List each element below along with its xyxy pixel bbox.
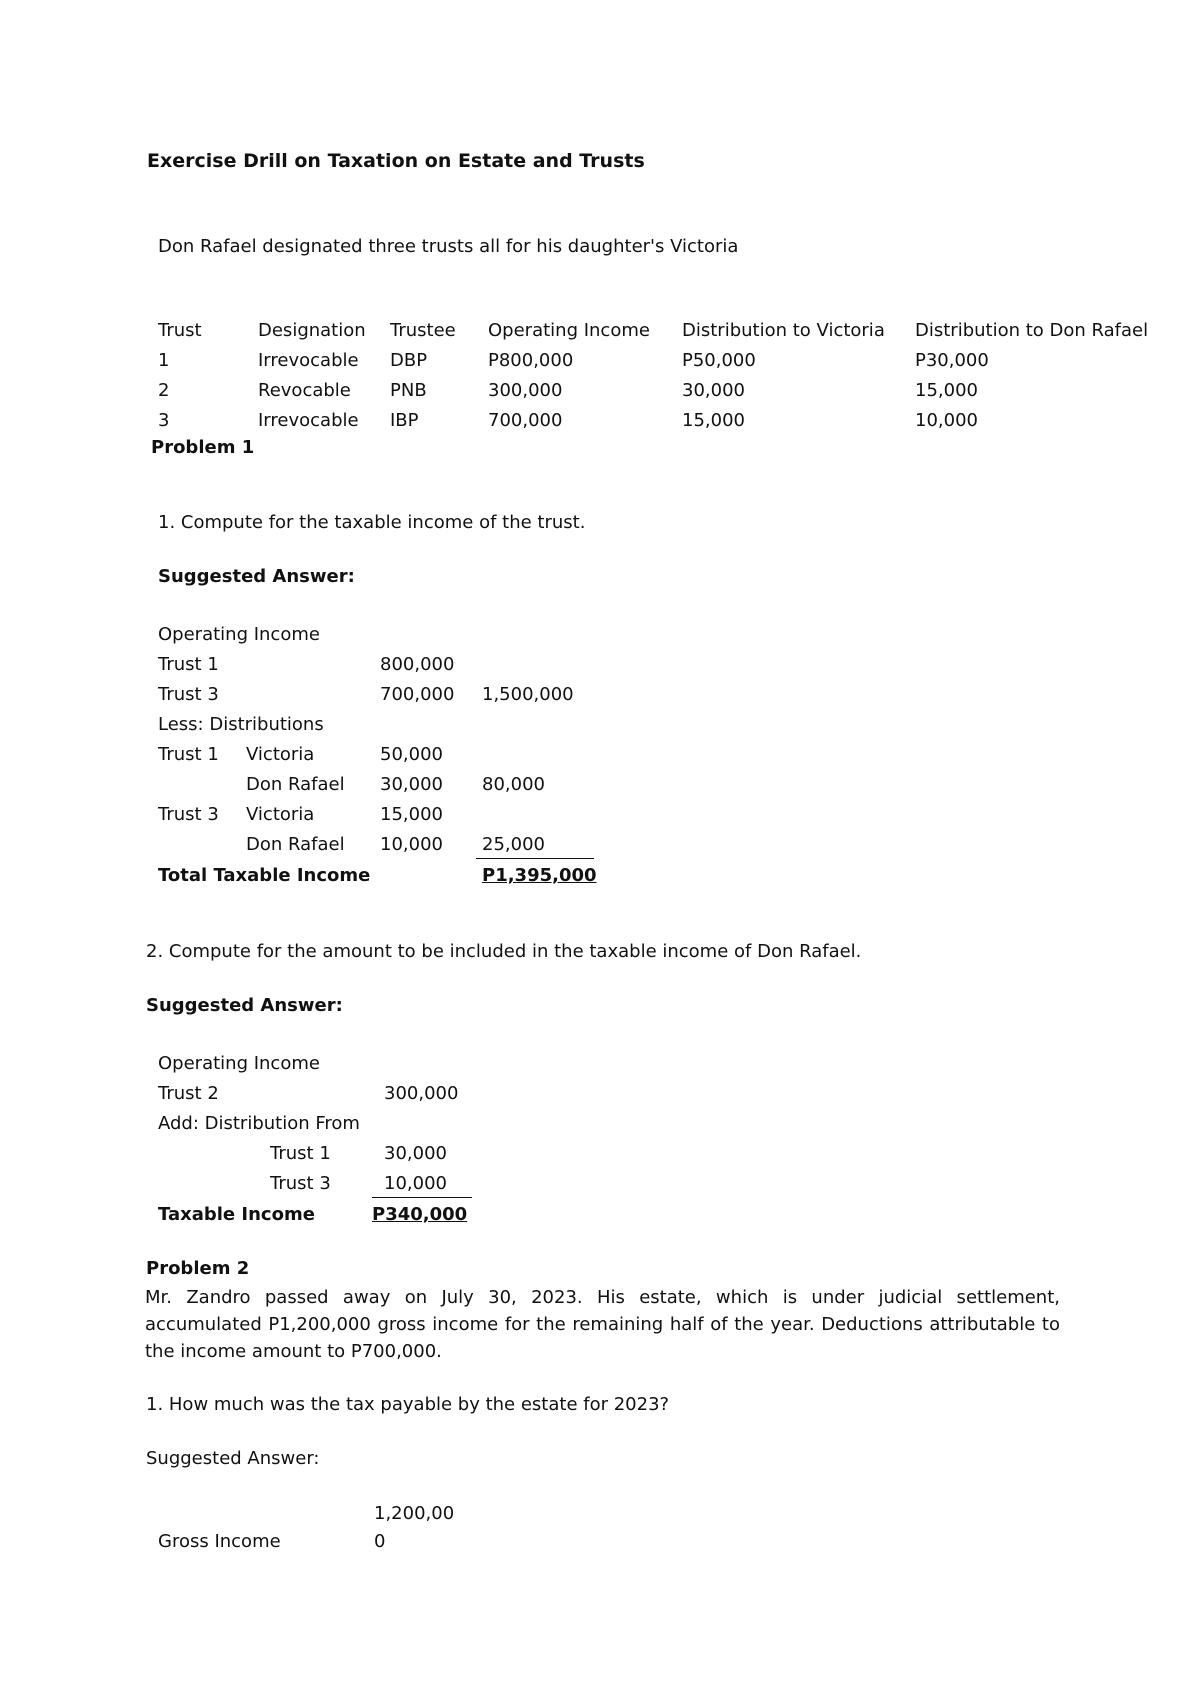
add-distribution-label: Add: Distribution From <box>158 1113 360 1134</box>
intro-text: Don Rafael designated three trusts all for his daughter's Victoria <box>158 236 739 257</box>
operating-income-total: 1,500,000 <box>482 684 574 705</box>
dist-trust3-label: Trust 3 <box>158 804 219 825</box>
cell-trust: 1 <box>158 350 170 371</box>
cell-operating-income: P800,000 <box>488 350 574 371</box>
less-distributions-label: Less: Distributions <box>158 714 324 735</box>
header-operating-income: Operating Income <box>488 320 650 341</box>
trust2-value: 300,000 <box>384 1083 459 1104</box>
cell-distribution-don-rafael: P30,000 <box>915 350 989 371</box>
dist-trust1-donrafael-value: 30,000 <box>380 774 443 795</box>
dist-trust1-label: Trust 1 <box>158 744 219 765</box>
taxable-income-value: P340,000 <box>372 1204 468 1225</box>
dist-trust3-donrafael-label: Don Rafael <box>246 834 345 855</box>
operating-income-label: Operating Income <box>158 624 320 645</box>
cell-trustee: PNB <box>390 380 427 401</box>
cell-designation: Revocable <box>258 380 351 401</box>
gross-income-value-line2: 0 <box>374 1531 386 1552</box>
subtotal-rule <box>476 858 594 859</box>
trust2-label: Trust 2 <box>158 1083 219 1104</box>
problem1-question1: 1. Compute for the taxable income of the trust. <box>158 512 586 533</box>
cell-distribution-don-rafael: 15,000 <box>915 380 978 401</box>
problem2-paragraph-line: accumulated P1,200,000 gross income for the remaining half of the year. Deductions attributable to <box>145 1314 1060 1335</box>
gross-income-label: Gross Income <box>158 1531 281 1552</box>
header-distribution-don-rafael: Distribution to Don Rafael <box>915 320 1149 341</box>
dist-trust1-total: 80,000 <box>482 774 545 795</box>
problem2-question1: 1. How much was the tax payable by the estate for 2023? <box>146 1394 670 1415</box>
suggested-answer-label: Suggested Answer: <box>146 1448 320 1469</box>
dist-trust3-donrafael-value: 10,000 <box>380 834 443 855</box>
problem1-heading: Problem 1 <box>151 437 255 458</box>
header-trust: Trust <box>158 320 202 341</box>
suggested-answer-label: Suggested Answer: <box>158 566 355 587</box>
header-distribution-victoria: Distribution to Victoria <box>682 320 885 341</box>
total-taxable-income-label: Total Taxable Income <box>158 865 371 886</box>
document-title: Exercise Drill on Taxation on Estate and Trusts <box>147 150 645 172</box>
dist-trust1-victoria-value: 50,000 <box>380 744 443 765</box>
trust3-label: Trust 3 <box>158 684 219 705</box>
cell-distribution-victoria: 15,000 <box>682 410 745 431</box>
gross-income-value-line1: 1,200,00 <box>374 1503 455 1524</box>
dist-trust1-victoria-label: Victoria <box>246 744 315 765</box>
trust1-label: Trust 1 <box>158 654 219 675</box>
cell-distribution-victoria: 30,000 <box>682 380 745 401</box>
dist-trust3-victoria-value: 15,000 <box>380 804 443 825</box>
suggested-answer-label: Suggested Answer: <box>146 995 343 1016</box>
header-designation: Designation <box>258 320 366 341</box>
dist-trust3-victoria-label: Victoria <box>246 804 315 825</box>
taxable-income-label: Taxable Income <box>158 1204 315 1225</box>
dist-trust1-donrafael-label: Don Rafael <box>246 774 345 795</box>
operating-income-label: Operating Income <box>158 1053 320 1074</box>
from-trust3-value: 10,000 <box>384 1173 447 1194</box>
trust1-value: 800,000 <box>380 654 455 675</box>
trust3-value: 700,000 <box>380 684 455 705</box>
cell-designation: Irrevocable <box>258 410 359 431</box>
problem2-paragraph-line: Mr. Zandro passed away on July 30, 2023. His estate, which is under judicial settlement, <box>145 1287 1060 1308</box>
cell-operating-income: 300,000 <box>488 380 563 401</box>
problem2-paragraph <box>145 1284 1060 1365</box>
problem2-heading: Problem 2 <box>146 1258 250 1279</box>
cell-trust: 3 <box>158 410 170 431</box>
cell-trustee: DBP <box>390 350 428 371</box>
subtotal-rule <box>372 1197 472 1198</box>
from-trust1-value: 30,000 <box>384 1143 447 1164</box>
total-taxable-income-value: P1,395,000 <box>482 865 597 886</box>
cell-operating-income: 700,000 <box>488 410 563 431</box>
cell-trustee: IBP <box>390 410 419 431</box>
problem2-paragraph-line: the income amount to P700,000. <box>145 1341 442 1362</box>
header-trustee: Trustee <box>390 320 456 341</box>
cell-distribution-victoria: P50,000 <box>682 350 756 371</box>
cell-distribution-don-rafael: 10,000 <box>915 410 978 431</box>
from-trust1-label: Trust 1 <box>270 1143 331 1164</box>
dist-trust3-total: 25,000 <box>482 834 545 855</box>
from-trust3-label: Trust 3 <box>270 1173 331 1194</box>
problem1-question2: 2. Compute for the amount to be included in the taxable income of Don Rafael. <box>146 941 862 962</box>
cell-trust: 2 <box>158 380 170 401</box>
cell-designation: Irrevocable <box>258 350 359 371</box>
